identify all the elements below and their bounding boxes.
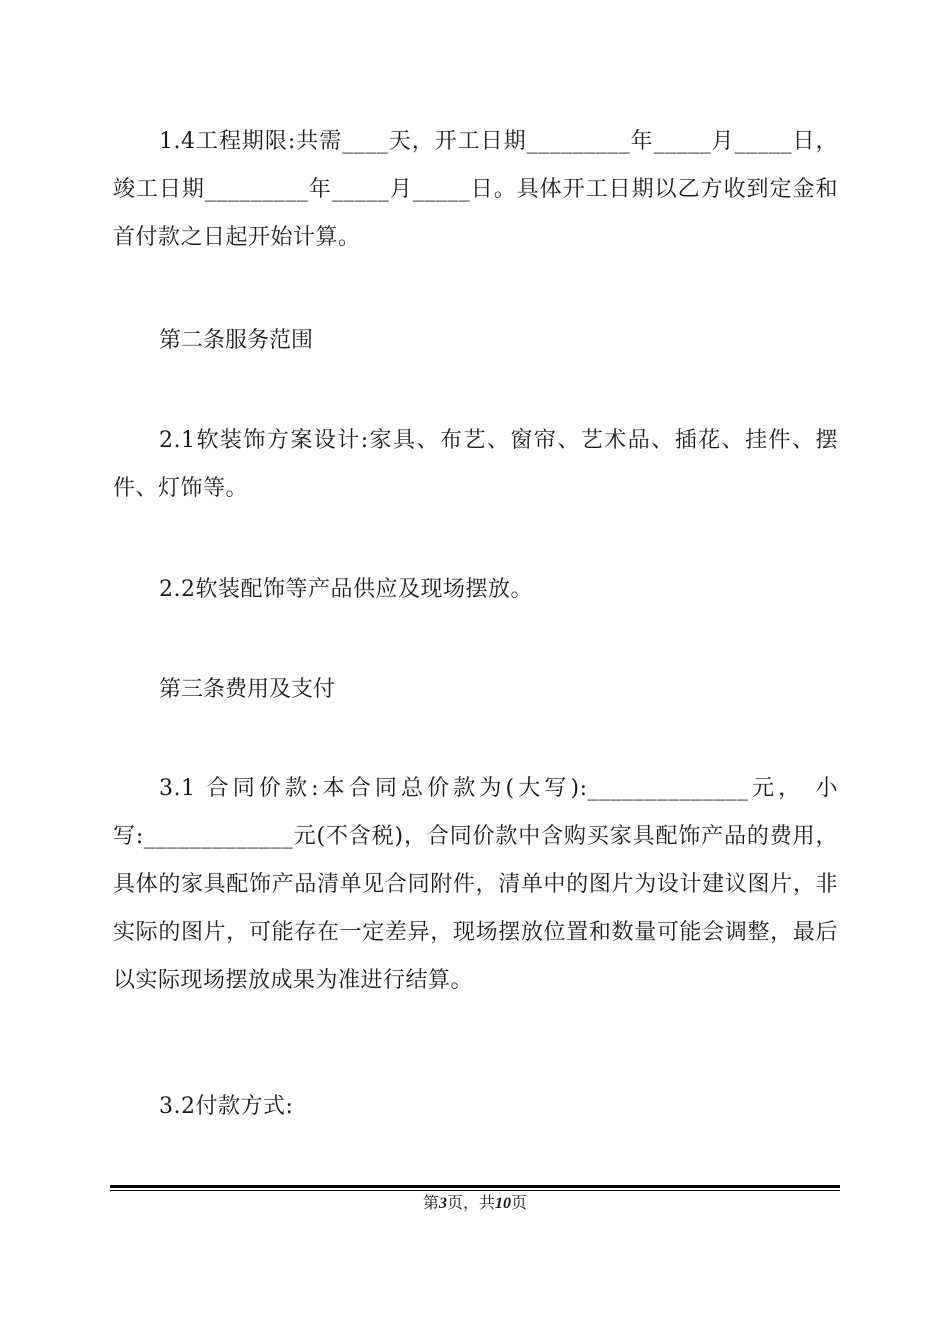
clause-3-2-payment-method: 3.2付款方式: (159, 1094, 294, 1119)
footer-suffix: 页 (511, 1195, 528, 1212)
clause-1-4-construction-period: 1.4工程期限:共需____天，开工日期_________年_____月_____日，竣工日期_________年_____月_____日。具体开工日期以乙方收到定金和首付款之日起开始计算。 (113, 129, 838, 250)
clause-2-2-product-supply: 2.2软装配饰等产品供应及现场摆放。 (159, 577, 533, 602)
clause-3-1-contract-price: 3.1 合同价款:本合同总价款为(大写):______________元， 小写:_____________元(不含税)，合同价款中含购买家具配饰产品的费用，具体的家具配饰产品清单见合同附件，清单中的图片为设计建议图片，非实际的图片，可能存在一定差异，现场摆放位置和数量可能会调整，最后以实际现场摆放成果为准进行结算。 (113, 776, 838, 993)
footer-current-page: 3 (438, 1195, 447, 1212)
page-footer (0, 1192, 950, 1216)
article-2-heading: 第二条服务范围 (159, 328, 314, 353)
clause-2-1-design-scope: 2.1软装饰方案设计:家具、布艺、窗帘、艺术品、插花、挂件、摆件、灯饰等。 (113, 428, 838, 501)
footer-divider-thick (110, 1185, 840, 1188)
article-3-heading: 第三条费用及支付 (159, 677, 336, 702)
footer-total-pages: 10 (495, 1195, 511, 1212)
footer-prefix: 第 (422, 1195, 439, 1212)
footer-middle: 页，共 (446, 1195, 495, 1212)
footer-divider-thin (110, 1190, 840, 1191)
